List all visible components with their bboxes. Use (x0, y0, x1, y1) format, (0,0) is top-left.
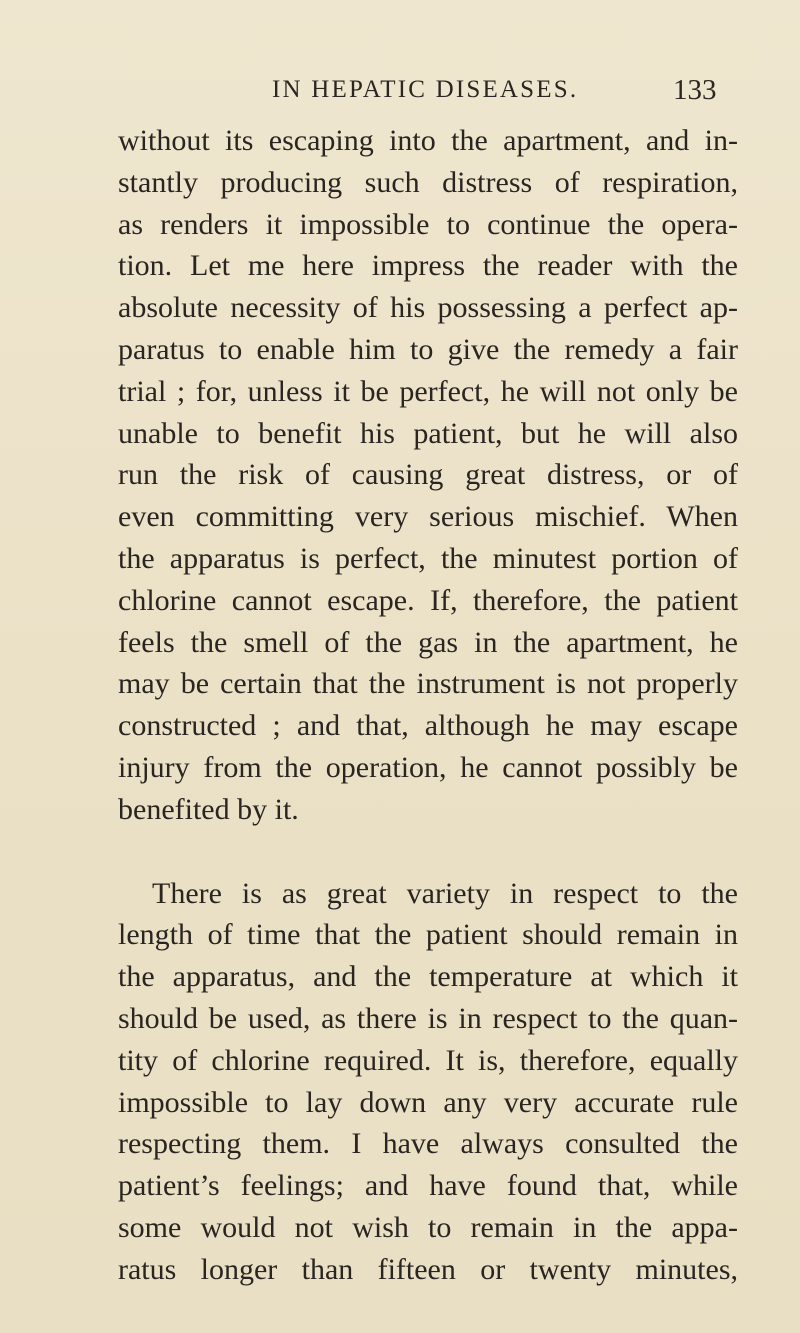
text-line: the apparatus, and the temperature at which it (118, 960, 738, 994)
page-number: 133 (673, 74, 717, 106)
text-line: constructed ; and that, although he may escape (118, 709, 738, 743)
text-line: stantly producing such distress of respiration, (118, 165, 738, 199)
running-header (0, 74, 800, 114)
text-line: chlorine cannot escape. If, therefore, the patient (118, 583, 738, 617)
text-line: some would not wish to remain in the appa- (118, 1210, 738, 1244)
paragraph-1 (118, 120, 738, 831)
text-line: without its escaping into the apartment, and in- (118, 124, 738, 157)
text-line: feels the smell of the gas in the apartment, he (118, 625, 738, 659)
text-line: the apparatus is perfect, the minutest portion of (118, 541, 738, 575)
paragraph-2 (118, 873, 738, 1291)
text-line: tion. Let me here impress the reader with the (118, 249, 738, 283)
text-line: trial ; for, unless it be perfect, he will not only be (118, 374, 738, 408)
paragraph-spacer (118, 831, 738, 873)
text-line: tity of chlorine required. It is, therefore, equally (118, 1043, 738, 1077)
text-line: ratus longer than fifteen or twenty minutes, (118, 1252, 738, 1286)
text-line: respecting them. I have always consulted the (118, 1127, 738, 1161)
text-line: length of time that the patient should remain in (118, 918, 738, 952)
text-line: may be certain that the instrument is not properly (118, 667, 738, 701)
text-line: run the risk of causing great distress, or of (118, 458, 738, 492)
text-line: patient’s feelings; and have found that, while (118, 1169, 738, 1203)
text-line: unable to benefit his patient, but he will also (118, 416, 738, 450)
text-line: even committing very serious mischief. When (118, 500, 738, 534)
text-line: impossible to lay down any very accurate rule (118, 1085, 738, 1119)
body-text (118, 120, 738, 1291)
text-line: There is as great variety in respect to the (152, 876, 738, 910)
text-line: absolute necessity of his possessing a perfect ap- (118, 291, 738, 325)
text-line: as renders it impossible to continue the opera- (118, 207, 738, 241)
text-line: benefited by it. (118, 792, 299, 826)
text-line: injury from the operation, he cannot possibly be (118, 750, 738, 784)
text-line: paratus to enable him to give the remedy a fair (118, 332, 738, 366)
running-title: IN HEPATIC DISEASES. (272, 76, 579, 103)
text-line: should be used, as there is in respect to the quan- (118, 1001, 738, 1035)
